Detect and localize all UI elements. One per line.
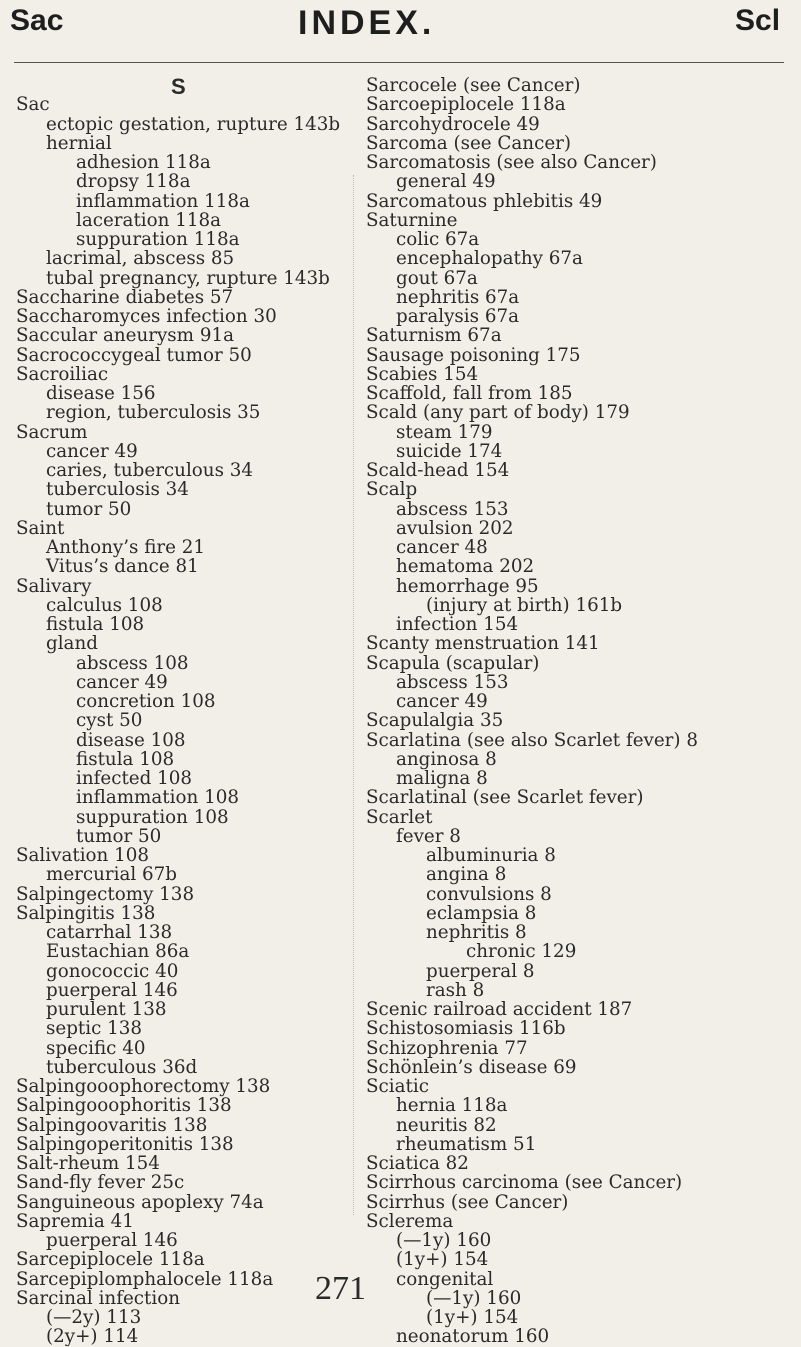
index-entry: Scabies 154 [366,363,479,385]
index-subentry: tuberculous 36d [46,1056,198,1078]
index-subentry: hematoma 202 [396,556,535,578]
index-entry: Saccular aneurysm 91a [16,325,234,347]
index-subentry: steam 179 [396,421,493,443]
index-entry: Sarcohydrocele 49 [366,113,540,135]
index-subentry: general 49 [396,171,496,193]
index-subentry: concretion 108 [76,691,216,712]
index-subentry: (2y+) 114 [46,1326,139,1347]
index-entry: Scirrhous carcinoma (see Cancer) [366,1172,683,1194]
index-subentry: region, tuberculosis 35 [46,402,261,424]
index-subentry: puerperal 146 [46,1230,178,1251]
header-last-entry: Scl [735,4,781,37]
index-subentry: tuberculosis 34 [46,479,189,501]
index-subentry: abscess 153 [396,498,509,520]
index-entry: Saccharine diabetes 57 [16,286,234,308]
index-subentry: disease 108 [76,729,186,751]
index-subentry: hernial [46,132,112,154]
index-subentry: paralysis 67a [396,306,519,327]
index-subentry: chronic 129 [466,941,577,963]
index-subentry: specific 40 [46,1037,146,1059]
index-subentry: lacrimal, abscess 85 [46,248,235,270]
index-subentry: suppuration 108 [76,806,229,828]
index-entry: Salpingooophoritis 138 [16,1095,232,1117]
left-column [16,76,356,1347]
index-entry: Scalp [366,479,418,501]
index-subentry: purulent 138 [46,999,167,1020]
index-subentry: angina 8 [426,864,507,886]
index-entry: Sarcoepiplocele 118a [366,94,566,116]
index-entry: Saint [16,517,65,539]
index-subentry: ectopic gestation, rupture 143b [46,113,341,135]
index-subentry: tumor 50 [76,825,162,847]
index-subentry: colic 67a [396,229,480,250]
index-subentry: inflammation 118a [76,190,250,212]
index-entry: Schönlein’s disease 69 [366,1056,577,1078]
index-subentry: tumor 50 [46,498,132,520]
index-entry: Saccharomyces infection 30 [16,306,277,327]
index-subentry: Vitus’s dance 81 [46,556,199,578]
index-subentry: rash 8 [426,979,485,1001]
index-entry: Scapula (scapular) [366,652,540,674]
index-subentry: Eustachian 86a [46,941,190,963]
index-entry: Sciatica 82 [366,1153,469,1174]
index-subentry: (—1y) 160 [426,1287,522,1309]
section-letter: S [171,74,186,99]
index-entry: Salivary [16,575,92,597]
index-subentry: (—2y) 113 [46,1307,142,1328]
index-subentry: fistula 108 [76,748,175,770]
index-subentry: suppuration 118a [76,229,240,250]
index-subentry: septic 138 [46,1018,143,1040]
index-entry: Sapremia 41 [16,1210,134,1232]
index-entry: Scarlatina (see also Scarlet fever) 8 [366,729,698,751]
index-subentry: maligna 8 [396,768,488,789]
index-subentry: cyst 50 [76,710,143,732]
page-number: 271 [315,1270,366,1307]
index-entry: Sac [16,94,50,116]
index-entry: Sanguineous apoplexy 74a [16,1191,264,1213]
index-subentry: suicide 174 [396,440,503,462]
header-title: INDEX. [298,4,436,42]
index-entry: Scapulalgia 35 [366,710,504,732]
index-subentry: rheumatism 51 [396,1133,537,1155]
index-subentry: fistula 108 [46,614,145,635]
index-subentry: anginosa 8 [396,748,497,770]
index-entry: Scirrhus (see Cancer) [366,1191,569,1213]
index-entry: Saturnism 67a [366,325,502,347]
index-entry: Sarcepiplocele 118a [16,1249,205,1271]
right-column [366,76,796,1347]
index-entry: Scarlet [366,806,433,828]
index-entry: Scaffold, fall from 185 [366,383,573,404]
index-entry: Sarcepiplomphalocele 118a [16,1268,274,1290]
index-entry: Sacrum [16,421,88,443]
index-subentry: dropsy 118a [76,171,191,193]
index-subentry: gonococcic 40 [46,960,179,982]
index-entry: Sarcocele (see Cancer) [366,75,581,96]
index-subentry: nephritis 8 [426,922,527,943]
index-subentry: caries, tuberculous 34 [46,460,254,481]
index-entry: Scald (any part of body) 179 [366,402,630,424]
index-subentry: puerperal 8 [426,960,535,982]
index-subentry: (1y+) 154 [426,1307,519,1328]
index-subentry: albuminuria 8 [426,845,556,866]
index-subentry: infected 108 [76,768,193,789]
index-subentry: convulsions 8 [426,883,552,905]
index-subentry: cancer 49 [46,440,138,462]
index-entry: Sacrococcygeal tumor 50 [16,344,252,366]
index-subentry: disease 156 [46,383,156,404]
index-entry: Salpingooophorectomy 138 [16,1076,271,1097]
index-entry: Saturnine [366,209,458,231]
index-subentry: tubal pregnancy, rupture 143b [46,267,330,289]
index-subentry: (1y+) 154 [396,1249,489,1271]
index-subentry: (—1y) 160 [396,1230,492,1251]
index-subentry: abscess 153 [396,671,509,693]
index-subentry: neuritis 82 [396,1114,497,1136]
index-subentry: (injury at birth) 161b [426,594,623,616]
running-header [0,4,801,54]
index-entry: Sarcomatous phlebitis 49 [366,190,603,212]
index-subentry: eclampsia 8 [426,902,537,924]
index-subentry: cancer 49 [76,671,168,693]
index-subentry: gout 67a [396,267,478,289]
index-entry: Sarcomatosis (see also Cancer) [366,152,657,173]
index-subentry: hemorrhage 95 [396,575,539,597]
index-subentry: infection 154 [396,614,519,635]
index-subentry: hernia 118a [396,1095,508,1117]
index-entry: Sclerema [366,1210,454,1232]
index-entry: Sciatic [366,1076,429,1097]
index-entry: Sacroiliac [16,363,109,385]
index-entry: Scald-head 154 [366,460,510,481]
index-subentry: fever 8 [396,825,461,847]
index-subentry: avulsion 202 [396,517,514,539]
index-subentry: neonatorum 160 [396,1326,550,1347]
index-subentry: encephalopathy 67a [396,248,583,270]
index-entry: Scanty menstruation 141 [366,633,600,655]
index-entry: Scarlatinal (see Scarlet fever) [366,787,644,809]
index-entry: Salpingitis 138 [16,902,156,924]
header-rule [14,62,784,63]
header-first-entry: Sac [10,4,64,37]
index-subentry: congenital [396,1268,494,1290]
index-subentry: Anthony’s fire 21 [46,537,206,558]
index-subentry: catarrhal 138 [46,922,173,943]
index-entry: Salivation 108 [16,845,150,866]
index-subentry: laceration 118a [76,209,222,231]
index-subentry: adhesion 118a [76,152,211,173]
index-entry: Sausage poisoning 175 [366,344,581,366]
index-subentry: inflammation 108 [76,787,239,809]
index-subentry: nephritis 67a [396,286,520,308]
index-entry: Salpingoovaritis 138 [16,1114,208,1136]
index-entry: Sand-fly fever 25c [16,1172,185,1194]
index-subentry: gland [46,633,98,655]
index-subentry: cancer 49 [396,691,488,712]
index-subentry: calculus 108 [46,594,163,616]
index-entry: Scenic railroad accident 187 [366,999,633,1020]
index-entry: Schistosomiasis 116b [366,1018,566,1040]
index-subentry: cancer 48 [396,537,488,558]
index-entry: Salpingoperitonitis 138 [16,1133,234,1155]
index-subentry: abscess 108 [76,652,189,674]
index-entry: Sarcinal infection [16,1287,180,1309]
index-entry: Sarcoma (see Cancer) [366,132,572,154]
index-entry: Schizophrenia 77 [366,1037,528,1059]
index-entry: Salt-rheum 154 [16,1153,160,1174]
index-subentry: mercurial 67b [46,864,178,886]
index-entry: Salpingectomy 138 [16,883,195,905]
index-subentry: puerperal 146 [46,979,178,1001]
